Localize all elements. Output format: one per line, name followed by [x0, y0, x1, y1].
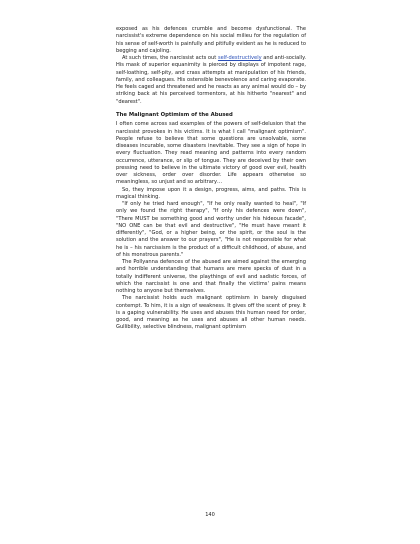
section-paragraph-2: So, they impose upon it a design, progress, aims, and paths. This is magical thinking.	[116, 186, 306, 200]
paragraph-2-lead: At such times, the narcissist acts out	[122, 55, 218, 61]
section-heading: The Malignant Optimism of the Abused	[116, 111, 233, 118]
paragraph-2-rest: and anti-socially. His mask of superior equanimity is pierced by displays of impotent rage, self-loathing, self-pity, and crass attempts at manipulation of his friends, family, and colleagues. His ostensible benevolence and caring evaporate. He feels caged and threatened and he reacts as any animal would do – by striking back at his perceived tormentors, at his hitherto "nearest" and "dearest".	[116, 55, 306, 105]
section-paragraph-3: "If only he tried hard enough", "If he only really wanted to heal", "If only we found the right therapy", "If only his defences were down", "There MUST be something good and worthy under his hideous facade", "NO ONE can be that evil and destructive", "He must have meant it differently", "God, or a higher being, or the spirit, or the soul is the solution and the answer to our prayers", "He is not responsible for what he is – his narcissism is the product of a difficult childhood, of abuse, and of his monstrous parents."	[116, 201, 306, 258]
paragraph-1: exposed as his defences crumble and become dysfunctional. The narcissist's extreme dependence on his social milieu for the regulation of his sense of self-worth is painfully and pitifully evident as he is reduced to begging and cajoling.	[116, 26, 306, 54]
section-paragraph-4: The Pollyanna defences of the abused are aimed against the emerging and horrible understanding that humans are mere specks of dust in a totally indifferent universe, the playthings of evil and sadistic forces, of which the narcissist is one and that finally the victims' pains means nothing to anyone but themselves.	[116, 259, 306, 294]
self-destructively-link[interactable]: self-destructively	[217, 55, 262, 61]
section-paragraph-5: The narcissist holds such malignant optimism in barely disguised contempt. To him, it is a sign of weakness. It gives off the scent of prey. It is a gaping vulnerability. He uses and abuses this human need for order, good, and meaning as he uses and abuses all other human needs. Gullibility, selective blindness, malignant optimism	[116, 295, 306, 331]
document-page	[116, 26, 306, 332]
paragraph-2	[116, 55, 306, 106]
page-number: 140	[205, 512, 215, 518]
section-paragraph-1: I often come across sad examples of the powers of self-delusion that the narcissist provokes in his victims. It is what I call "malignant optimism". People refuse to believe that some questions are unsolvable, some diseases incurable, some disasters inevitable. They see a sign of hope in every fluctuation. They read meaning and patterns into every random occurrence, utterance, or slip of tongue. They are deceived by their own pressing need to believe in the ultimate victory of good over evil, health over sickness, order over disorder. Life appears otherwise so meaningless, so unjust and so arbitrary…	[116, 121, 306, 186]
